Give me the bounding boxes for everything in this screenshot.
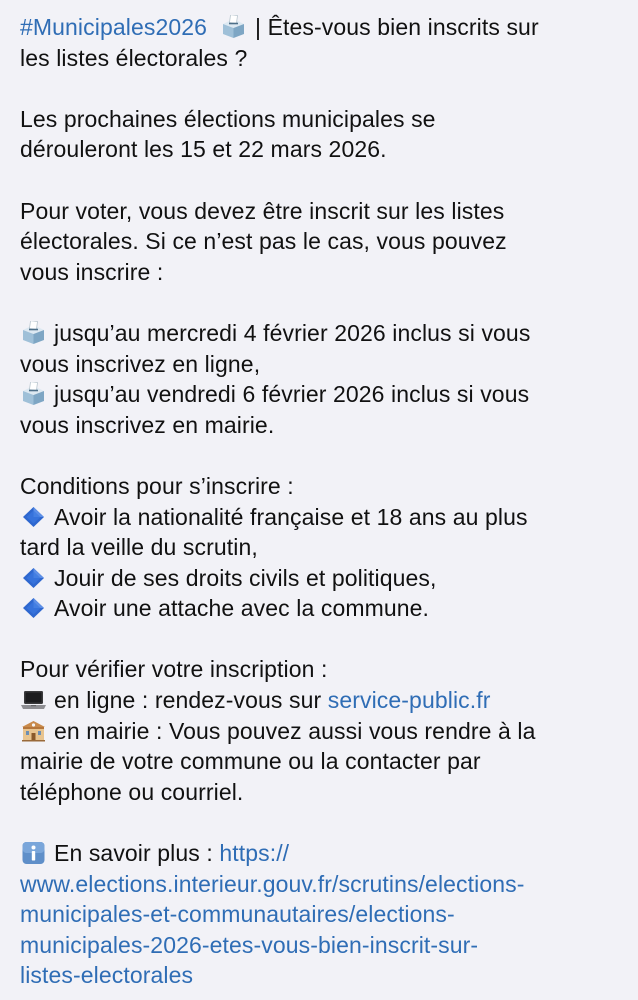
- intro-line: dérouleront les 15 et 22 mars 2026.: [20, 136, 387, 163]
- verify-mairie-line: [20, 716, 620, 747]
- post-title-line: [20, 12, 620, 43]
- vote-line: vous inscrire :: [20, 258, 164, 285]
- paragraph-gap: [20, 440, 620, 471]
- ballot-box-icon: [220, 15, 247, 39]
- city-hall-icon: [20, 719, 47, 743]
- post-content: [20, 12, 620, 991]
- paragraph-gap: [20, 165, 620, 196]
- paragraph-gap: [20, 73, 620, 104]
- deadline-online-line: [20, 318, 620, 349]
- paragraph-gap: [20, 807, 620, 838]
- information-icon: [20, 841, 47, 865]
- verify-mairie-text: en mairie : Vous pouvez aussi vous rendre à la: [54, 717, 536, 744]
- ballot-box-icon: [20, 321, 47, 345]
- condition-text: Jouir de ses droits civils et politiques,: [54, 564, 437, 591]
- deadline-mairie-text: jusqu’au vendredi 6 février 2026 inclus si vous: [54, 381, 530, 408]
- elections-link-part[interactable]: listes-electorales: [20, 962, 194, 989]
- condition-item: [20, 593, 620, 624]
- blue-diamond-icon: [20, 566, 47, 590]
- deadline-online-line2: vous inscrivez en ligne,: [20, 350, 261, 377]
- condition-item: [20, 563, 620, 594]
- condition-text: Avoir une attache avec la commune.: [54, 595, 430, 622]
- paragraph-gap: [20, 287, 620, 318]
- deadline-mairie-line: [20, 379, 620, 410]
- more-info-text: En savoir plus :: [54, 840, 213, 867]
- verify-online-text: en ligne : rendez-vous sur: [54, 687, 322, 714]
- elections-link-part[interactable]: https://: [219, 840, 290, 867]
- vote-line: Pour voter, vous devez être inscrit sur les listes: [20, 197, 505, 224]
- ballot-box-icon: [20, 382, 47, 406]
- blue-diamond-icon: [20, 596, 47, 620]
- blue-diamond-icon: [20, 505, 47, 529]
- deadline-online-text: jusqu’au mercredi 4 février 2026 inclus si vous: [54, 319, 531, 346]
- elections-link-part[interactable]: www.elections.interieur.gouv.fr/scrutins/elections-: [20, 870, 525, 897]
- service-public-link[interactable]: service-public.fr: [327, 687, 491, 714]
- elections-link-part[interactable]: municipales-2026-etes-vous-bien-inscrit-sur-: [20, 931, 479, 958]
- verify-heading: Pour vérifier votre inscription :: [20, 656, 328, 683]
- post-title-rest: | Êtes-vous bien inscrits sur: [255, 14, 539, 40]
- hashtag-link[interactable]: #Municipales2026: [20, 14, 208, 40]
- deadline-mairie-line2: vous inscrivez en mairie.: [20, 411, 275, 438]
- verify-mairie-line2: mairie de votre commune ou la contacter par: [20, 748, 481, 775]
- condition-item: [20, 502, 620, 533]
- verify-mairie-line3: téléphone ou courriel.: [20, 778, 244, 805]
- verify-online-line: [20, 685, 620, 716]
- laptop-icon: [20, 688, 47, 712]
- condition-text: Avoir la nationalité française et 18 ans au plus: [54, 503, 528, 530]
- conditions-heading: Conditions pour s’inscrire :: [20, 472, 294, 499]
- vote-line: électorales. Si ce n’est pas le cas, vous pouvez: [20, 228, 507, 255]
- intro-line: Les prochaines élections municipales se: [20, 105, 436, 132]
- paragraph-gap: [20, 624, 620, 655]
- condition-item-line2: tard la veille du scrutin,: [20, 534, 258, 561]
- more-info-line: [20, 838, 620, 869]
- post-title-line2: les listes électorales ?: [20, 44, 248, 71]
- elections-link-part[interactable]: municipales-et-communautaires/elections-: [20, 901, 455, 928]
